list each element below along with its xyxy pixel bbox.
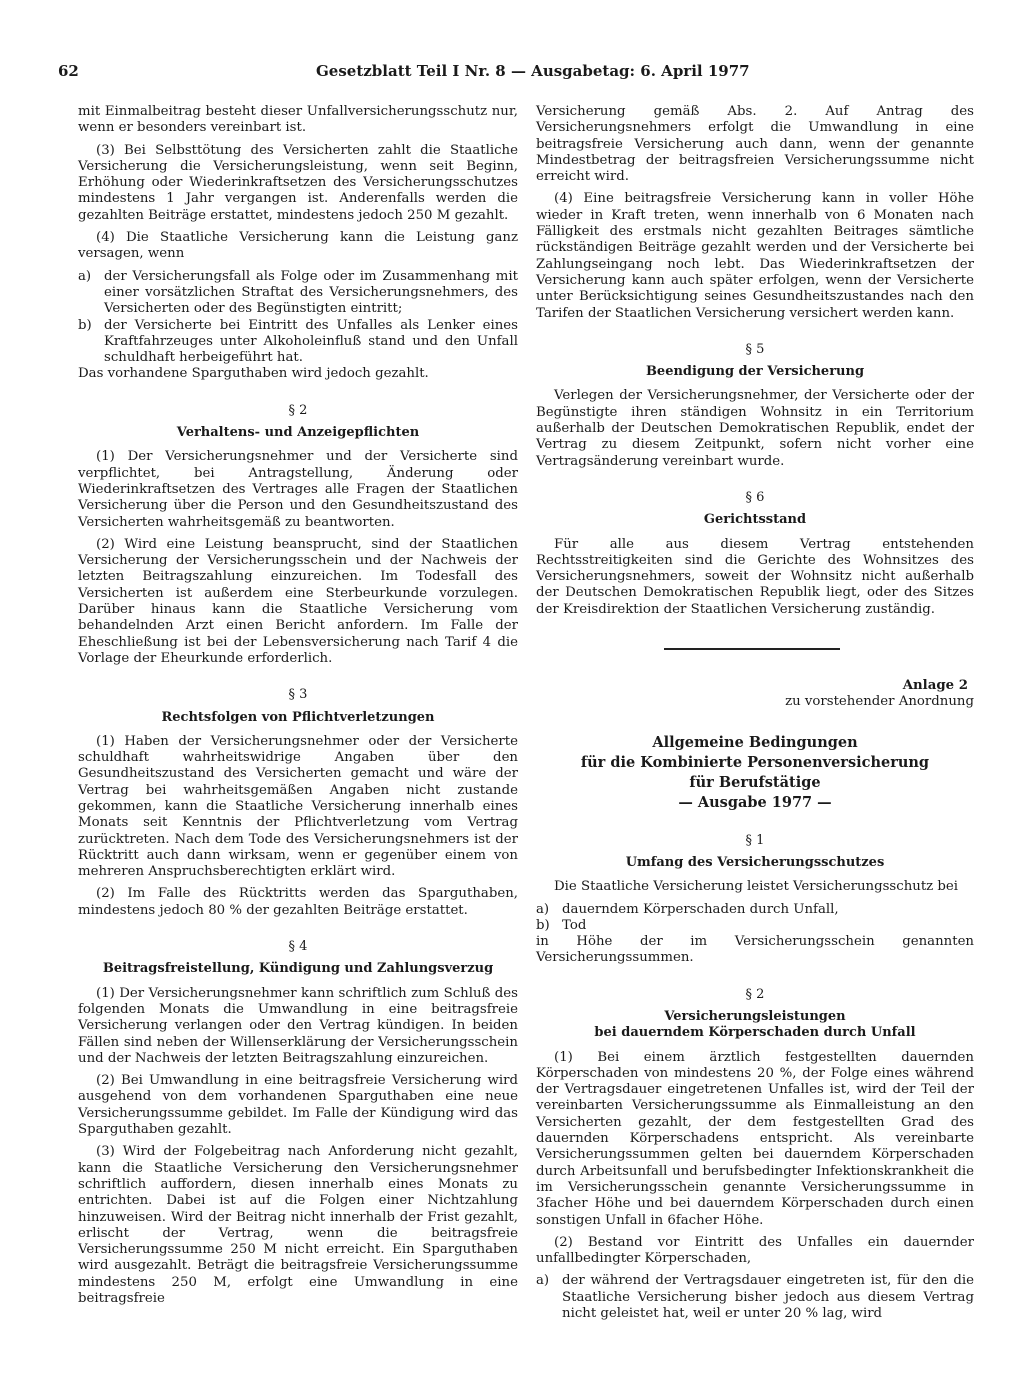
title-line: — Ausgabe 1977 —	[678, 793, 832, 811]
document-title	[536, 733, 974, 813]
paragraph: (1) Bei einem ärztlich festgestellten dauernden Körperschaden von mindestens 20 %, der Folge eines während der Vertragsdauer eingetretenen Unfalles ist, wird der Teil der vereinbarten Versicherungssumme als Einmalleistung an den Versicherten gezahlt, der dem festgestellten Grad des dauernden Körperschadens entspricht. Als vereinbarte Versicherungssummen gelten bei dauerndem Körperschaden durch Arbeitsunfall und berufsbedingter Infektionskrankheit die im Versicherungsschein genannte Versicherungssumme in 3facher Höhe und bei dauerndem Körperschaden durch einen sonstigen Unfall in 6facher Höhe.	[536, 1049, 974, 1228]
heading-line: bei dauerndem Körperschaden durch Unfall	[594, 1025, 916, 1041]
list-label: b)	[78, 317, 92, 333]
paragraph: mit Einmalbeitrag besteht dieser Unfallversicherungsschutz nur, wenn er besonders vereinbart ist.	[78, 104, 518, 136]
annex-label: Anlage 2	[902, 678, 968, 694]
section-number: § 2	[745, 986, 765, 1002]
section-heading: Umfang des Versicherungsschutzes	[625, 854, 885, 870]
header-title: Gesetzblatt Teil I Nr. 8 — Ausgabetag: 6. April 1977	[316, 62, 750, 80]
paragraph: Verlegen der Versicherungsnehmer, der Versicherte oder der Begünstigte ihren ständigen Wohnsitz in ein Territorium außerhalb der Deutschen Demokratischen Republik, endet der Vertrag zu diesem Zeitpunkt, sofern nicht vorher eine Vertragsänderung vereinbart wurde.	[536, 388, 974, 469]
paragraph: Für alle aus diesem Vertrag entstehenden Rechtsstreitigkeiten sind die Gerichte des Wohnsitzes des Versicherungsnehmers, soweit der Wohnsitz nicht außerhalb der Deutschen Demokratischen Republik liegt, oder des Sitzes der Kreisdirektion der Staatlichen Versicherung zuständig.	[536, 536, 974, 617]
list-label: a)	[536, 1273, 550, 1289]
paragraph: (3) Bei Selbsttötung des Versicherten zahlt die Staatliche Versicherung die Versicherungsleistung, wenn seit Beginn, Erhöhung oder Wiederinkraftsetzen des Versicherungsschutzes mindestens 1 Jahr vergangen ist. Anderenfalls werden die gezahlten Beiträge erstattet, mindestens jedoch 250 M gezahlt.	[78, 142, 518, 223]
title-line: für Berufstätige	[689, 773, 821, 791]
section-number: § 4	[288, 939, 308, 955]
list-item	[78, 269, 518, 318]
list-text: Tod	[562, 917, 587, 933]
list-item	[78, 318, 518, 367]
list-label: b)	[536, 917, 550, 933]
section-number: § 3	[288, 687, 308, 703]
paragraph: (2) Im Falle des Rücktritts werden das Sparguthaben, mindestens jedoch 80 % der gezahlten Beiträge erstattet.	[78, 886, 518, 918]
paragraph: Die Staatliche Versicherung leistet Versicherungsschutz bei	[554, 879, 959, 895]
paragraph: (2) Wird eine Leistung beansprucht, sind der Staatlichen Versicherung der Versicherungsschein und der Nachweis der letzten Beitragszahlung einzureichen. Im Todesfall des Versicherten ist außerdem eine Sterbeurkunde vorzulegen. Darüber hinaus kann die Staatliche Versicherung vom behandelnden Arzt einen Bericht anfordern. Im Falle der Eheschließung ist bei der Lebensversicherung nach Tarif 4 die Vorlage der Eheurkunde erforderlich.	[78, 536, 518, 666]
paragraph: in Höhe der im Versicherungsschein genannten Versicherungssummen.	[536, 934, 974, 966]
paragraph: (2) Bei Umwandlung in eine beitragsfreie Versicherung wird ausgehend von dem vorhandenen Sparguthaben eine neue Versicherungssumme gebildet. Im Falle der Kündigung wird das Sparguthaben gezahlt.	[78, 1073, 518, 1138]
list-item	[536, 902, 974, 918]
paragraph: Das vorhandene Sparguthaben wird jedoch gezahlt.	[78, 366, 429, 382]
list-text: der Versicherte bei Eintritt des Unfalles als Lenker eines Kraftfahrzeuges unter Alkoholeinfluß stand und den Unfall schuldhaft herbeigeführt hat.	[104, 317, 518, 366]
page-number: 62	[58, 62, 79, 80]
divider	[664, 648, 840, 650]
page-header	[58, 62, 748, 84]
section-heading: Beendigung der Versicherung	[645, 364, 865, 380]
list-text: der während der Vertragsdauer eingetreten ist, für den die Staatliche Versicherung bisher jedoch aus diesem Vertrag nicht geleistet hat, weil er unter 20 % lag, wird	[562, 1273, 974, 1322]
paragraph: (1) Der Versicherungsnehmer kann schriftlich zum Schluß des folgenden Monats die Umwandlung in eine beitragsfreie Versicherung verlangen oder den Vertrag kündigen. In beiden Fällen sind neben der Willenserklärung der Versicherungsschein und der Nachweis der letzten Beitragszahlung einzureichen.	[78, 985, 518, 1066]
section-heading: Beitragsfreistellung, Kündigung und Zahlungsverzug	[102, 961, 494, 977]
left-column	[78, 104, 518, 1313]
section-heading: Gerichtsstand	[703, 512, 807, 528]
section-number: § 6	[745, 489, 765, 505]
section-number: § 5	[745, 341, 765, 357]
right-column	[536, 104, 974, 1322]
section-heading: Verhaltens- und Anzeigepflichten	[176, 425, 420, 441]
paragraph: (4) Eine beitragsfreie Versicherung kann in voller Höhe wieder in Kraft treten, wenn innerhalb von 6 Monaten nach Fälligkeit des erstmals nicht gezahlten Beitrages sämtliche rückständigen Beiträge gezahlt werden und der Versicherte bei Zahlungseingang noch lebt. Das Wiederinkraftsetzen der Versicherung kann auch später erfolgen, wenn der Versicherte unter Berücksichtigung seines Gesundheitszustandes nach den Tarifen der Staatlichen Versicherung versichert werden kann.	[536, 191, 974, 321]
title-line: für die Kombinierte Personenversicherung	[580, 753, 930, 771]
list-text: dauerndem Körperschaden durch Unfall,	[562, 901, 839, 917]
list-item	[536, 918, 974, 934]
heading-line: Versicherungsleistungen	[664, 1008, 846, 1024]
paragraph: (3) Wird der Folgebeitrag nach Anforderung nicht gezahlt, kann die Staatliche Versicherung den Versicherungsnehmer schriftlich auffordern, diesen innerhalb eines Monats zu entrichten. Dabei ist auf die Folgen einer Nichtzahlung hinzuweisen. Wird der Beitrag nicht innerhalb der Frist gezahlt, erlischt der Vertrag, wenn die beitragsfreie Versicherungssumme 250 M nicht erreicht. Ein Sparguthaben wird ausgezahlt. Beträgt die beitragsfreie Versicherungssumme mindestens 250 M, erfolgt eine Umwandlung in eine beitragsfreie	[78, 1144, 518, 1306]
section-heading	[536, 1009, 974, 1042]
list-item	[536, 1273, 974, 1322]
section-heading: Rechtsfolgen von Pflichtverletzungen	[161, 709, 435, 725]
annex-subtitle: zu vorstehender Anordnung	[785, 694, 974, 710]
paragraph: (1) Haben der Versicherungsnehmer oder der Versicherte schuldhaft wahrheitswidrige Angaben über den Gesundheitszustand des Versicherten gemacht und wäre der Vertrag bei wahrheitsgemäßen Angaben nicht zustande gekommen, kann die Staatliche Versicherung innerhalb eines Monats seit Kenntnis der Pflichtverletzung vom Vertrag zurücktreten. Nach dem Tode des Versicherungsnehmers ist der Rücktritt auch dann wirksam, wenn er gegenüber einem von mehreren Anspruchsberechtigten erklärt wird.	[78, 733, 518, 880]
list-text: der Versicherungsfall als Folge oder im Zusammenhang mit einer vorsätzlichen Straftat des Versicherungsnehmers, des Versicherten oder des Begünstigten eintritt;	[104, 268, 518, 317]
paragraph: (2) Bestand vor Eintritt des Unfalles ein dauernder unfallbedingter Körperschaden,	[536, 1234, 974, 1267]
paragraph: (1) Der Versicherungsnehmer und der Versicherte sind verpflichtet, bei Antragstellung, Änderung oder Wiederinkraftsetzen des Vertrages alle Fragen der Staatlichen Versicherung über die Person und den Gesundheitszustand des Versicherten wahrheitsgemäß zu beantworten.	[78, 449, 518, 530]
list-label: a)	[78, 268, 92, 284]
title-line: Allgemeine Bedingungen	[652, 733, 858, 751]
list-label: a)	[536, 901, 550, 917]
section-number: § 2	[288, 402, 308, 418]
section-number: § 1	[745, 832, 765, 848]
paragraph: Versicherung gemäß Abs. 2. Auf Antrag des Versicherungsnehmers erfolgt die Umwandlung in eine beitragsfreie Versicherung auch dann, wenn der genannte Mindestbetrag der beitragsfreien Versicherungssumme nicht erreicht wird.	[536, 104, 974, 185]
paragraph: (4) Die Staatliche Versicherung kann die Leistung ganz versagen, wenn	[78, 230, 518, 262]
